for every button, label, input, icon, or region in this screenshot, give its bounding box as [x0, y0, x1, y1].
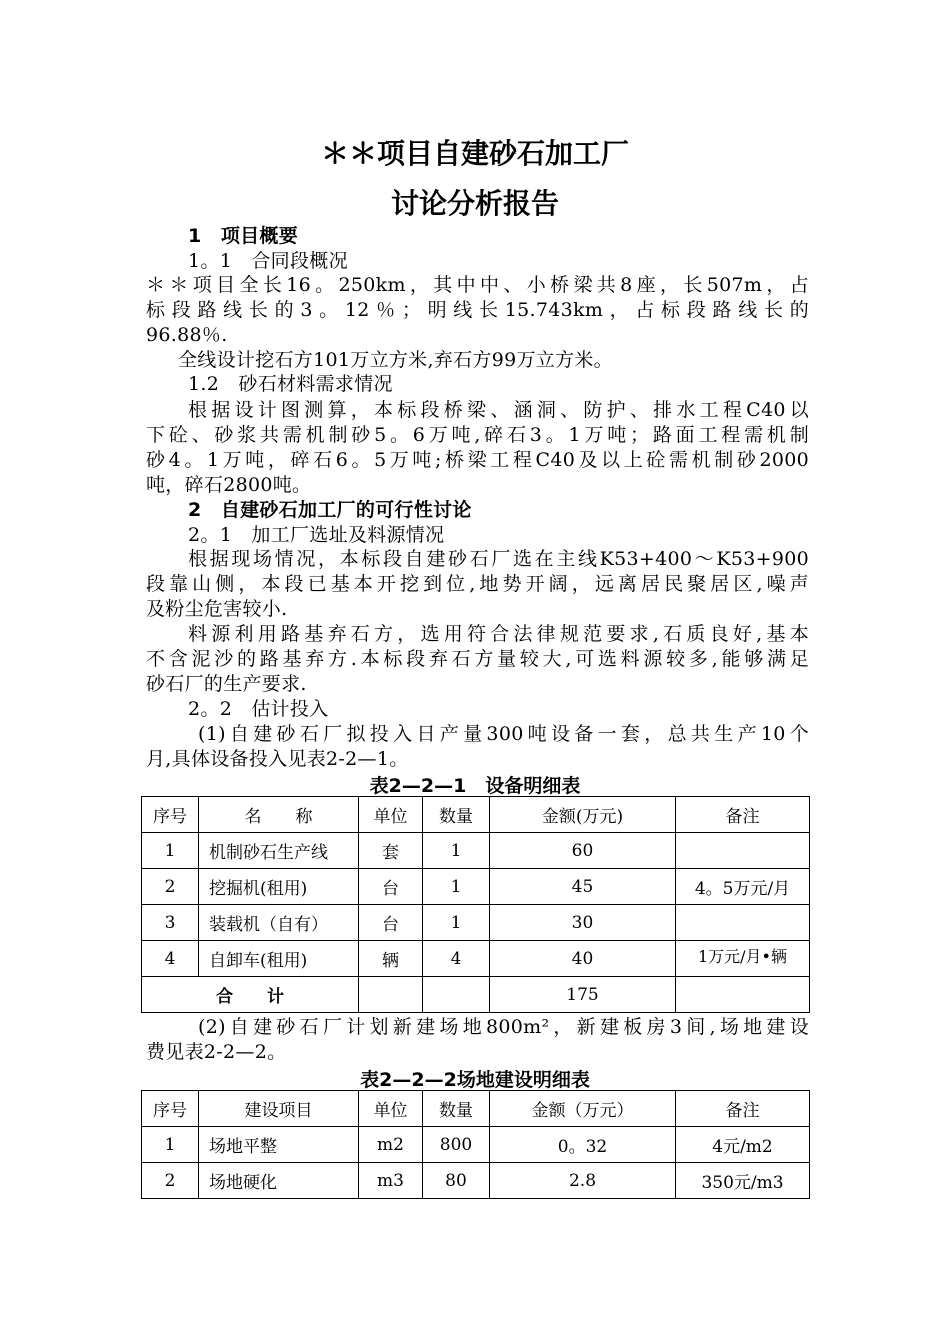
doc-title-line2: 讨论分析报告: [390, 187, 559, 220]
table-cell: 2: [142, 1163, 199, 1199]
table-row: [142, 1163, 810, 1199]
table-cell: 2: [142, 869, 199, 905]
table-cell: 60: [490, 833, 676, 869]
table-cell: 800: [423, 1127, 490, 1163]
section-1-heading: 1 项目概要: [188, 225, 299, 247]
table-cell: [676, 977, 810, 1013]
table-cell: 4: [142, 941, 199, 977]
table-cell: 台: [359, 905, 423, 941]
table-cell: 3: [142, 905, 199, 941]
paragraph-1-line: 标段路线长的3。12％；明线长15.743km，占标段路线长的: [146, 299, 809, 321]
table-cell: 1: [423, 833, 490, 869]
table-cell: 40: [490, 941, 676, 977]
paragraph-1-line: ＊＊项目全长16。250km，其中中、小桥梁共8座，长507m，占: [146, 274, 809, 296]
header-cell: 金额（万元）: [490, 1091, 676, 1127]
table-1-caption: 表2—2—1 设备明细表: [369, 775, 581, 797]
table-total-row: [142, 977, 810, 1013]
table-cell: [423, 977, 490, 1013]
header-cell: 数量: [423, 1091, 490, 1127]
header-cell: 名 称: [199, 797, 359, 833]
table-cell: 台: [359, 869, 423, 905]
section-1-2-heading: 1.2 砂石材料需求情况: [188, 373, 393, 395]
table-cell: 机制砂石生产线: [199, 833, 359, 869]
paragraph-4-line: 及粉尘危害较小.: [146, 598, 288, 620]
remark-text: 1万元/月•辆: [697, 946, 787, 966]
paragraph-4-line: 段靠山侧，本段已基本开挖到位,地势开阔，远离居民聚居区,噪声: [146, 573, 809, 595]
table-cell: [676, 941, 810, 977]
site-construction-table: [141, 1090, 810, 1199]
paragraph-3-line: 根据设计图测算，本标段桥梁、涵洞、防护、排水工程C40以: [188, 399, 809, 421]
table-cell: 挖掘机(租用): [199, 869, 359, 905]
table-cell: m3: [359, 1163, 423, 1199]
table-cell: 自卸车(租用): [199, 941, 359, 977]
header-cell: 备注: [676, 1091, 810, 1127]
header-cell: 数量: [423, 797, 490, 833]
section-2-heading: 2 自建砂石加工厂的可行性讨论: [188, 499, 472, 521]
table-cell: 1: [142, 1127, 199, 1163]
header-cell: 备注: [676, 797, 810, 833]
header-cell: 单位: [359, 1091, 423, 1127]
table-cell: [676, 833, 810, 869]
table-cell: 场地硬化: [199, 1163, 359, 1199]
header-cell: 建设项目: [199, 1091, 359, 1127]
table-cell: 80: [423, 1163, 490, 1199]
table-cell: 30: [490, 905, 676, 941]
table-cell: [676, 905, 810, 941]
table-cell: 350元/m3: [676, 1163, 810, 1199]
table-row: [142, 1127, 810, 1163]
header-cell: 序号: [142, 797, 199, 833]
table-row: [142, 941, 810, 977]
table-cell: m2: [359, 1127, 423, 1163]
header-cell: 单位: [359, 797, 423, 833]
table-cell: 0。32: [490, 1127, 676, 1163]
table-cell: 套: [359, 833, 423, 869]
paragraph-5-line: 料源利用路基弃石方，选用符合法律规范要求,石质良好,基本: [188, 623, 809, 645]
paragraph-4-line: 根据现场情况，本标段自建砂石厂选在主线K53+400～K53+900: [188, 548, 809, 570]
header-cell: 金额(万元): [490, 797, 676, 833]
paragraph-7-line: (2)自建砂石厂计划新建场地800m²，新建板房3间,场地建设: [198, 1016, 809, 1038]
section-1-1-heading: 1。1 合同段概况: [188, 250, 348, 272]
table-2-caption: 表2—2—2场地建设明细表: [360, 1069, 590, 1091]
total-label: 合 计: [142, 977, 359, 1013]
table-cell: 4。5万元/月: [676, 869, 810, 905]
header-cell: 序号: [142, 1091, 199, 1127]
paragraph-7-line: 费见表2-2—2。: [146, 1041, 287, 1063]
section-2-2-heading: 2。2 估计投入: [188, 698, 329, 720]
table-cell: 45: [490, 869, 676, 905]
paragraph-1-line: 96.88％.: [146, 324, 228, 346]
paragraph-5-line: 不含泥沙的路基弃方.本标段弃石方量较大,可选料源较多,能够满足: [146, 648, 809, 670]
table-row: [142, 869, 810, 905]
table-row: [142, 905, 810, 941]
equipment-table: [141, 796, 810, 1013]
table-cell: 1: [423, 905, 490, 941]
table-cell: 4元/m2: [676, 1127, 810, 1163]
table-cell: 1: [423, 869, 490, 905]
section-2-1-heading: 2。1 加工厂选址及料源情况: [188, 524, 445, 546]
paragraph-5-line: 砂石厂的生产要求.: [146, 673, 307, 695]
table-cell: 1: [142, 833, 199, 869]
total-amount: 175: [490, 977, 676, 1013]
table-cell: [359, 977, 423, 1013]
paragraph-6-line: 月,具体设备投入见表2-2—1。: [146, 748, 409, 770]
paragraph-3-line: 下砼、砂浆共需机制砂5。6万吨,碎石3。1万吨；路面工程需机制: [146, 424, 809, 446]
table-cell: 场地平整: [199, 1127, 359, 1163]
table-cell: 辆: [359, 941, 423, 977]
paragraph-3-line: 吨，碎石2800吨。: [146, 474, 312, 496]
paragraph-6-line: (1)自建砂石厂拟投入日产量300吨设备一套，总共生产10个: [198, 723, 809, 745]
doc-title-line1: ＊＊项目自建砂石加工厂: [320, 137, 629, 170]
table-cell: 4: [423, 941, 490, 977]
paragraph-2: 全线设计挖石方101万立方米,弃石方99万立方米。: [178, 349, 613, 371]
table-header-row: [142, 1091, 810, 1127]
paragraph-3-line: 砂4。1万吨，碎石6。5万吨;桥梁工程C40及以上砼需机制砂2000: [146, 449, 809, 471]
table-header-row: [142, 797, 810, 833]
table-cell: 装载机（自有）: [199, 905, 359, 941]
table-cell: 2.8: [490, 1163, 676, 1199]
table-row: [142, 833, 810, 869]
